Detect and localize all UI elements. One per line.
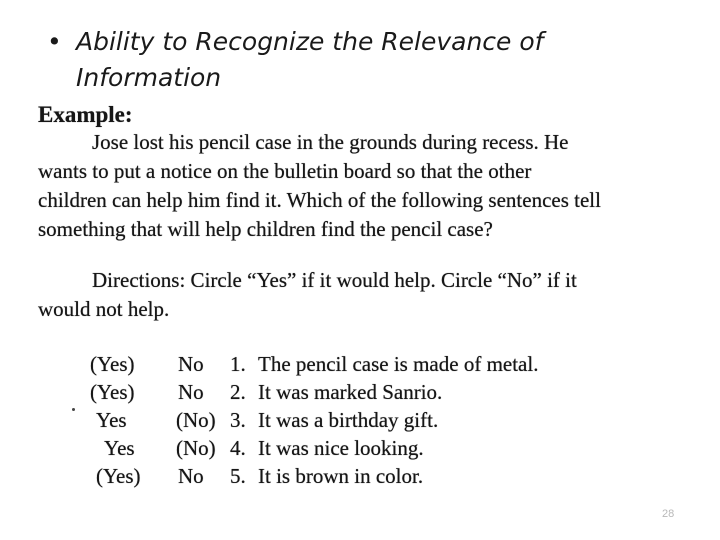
- paragraph-line: Jose lost his pencil case in the grounds during recess. He: [92, 130, 569, 154]
- item-text: It was marked Sanrio.: [258, 380, 443, 404]
- paragraph-line: something that will help children find the pencil case?: [38, 217, 493, 241]
- slide-title-block: [47, 24, 687, 96]
- scan-speck: [72, 408, 75, 411]
- no-choice: (No): [176, 436, 216, 460]
- directions-paragraph: [38, 266, 688, 324]
- yes-choice: Yes: [104, 436, 135, 460]
- item-text: It was nice looking.: [258, 436, 424, 460]
- item-text: It is brown in color.: [258, 464, 424, 488]
- example-paragraph: [38, 128, 688, 244]
- item-text: The pencil case is made of metal.: [258, 352, 539, 376]
- item-number: 3.: [230, 408, 246, 432]
- yes-choice: (Yes): [96, 464, 141, 488]
- yes-choice: (Yes): [90, 352, 135, 376]
- no-choice: No: [178, 464, 204, 488]
- item-text: It was a birthday gift.: [258, 408, 439, 432]
- page-number: 28: [662, 508, 675, 520]
- bullet-point: •: [47, 27, 62, 56]
- item-number: 2.: [230, 380, 246, 404]
- example-heading: Example:: [38, 102, 133, 127]
- paragraph-line: wants to put a notice on the bulletin board so that the other: [38, 159, 532, 183]
- no-choice: No: [178, 380, 204, 404]
- item-number: 5.: [230, 464, 246, 488]
- no-choice: No: [178, 352, 204, 376]
- yes-choice: Yes: [96, 408, 127, 432]
- paragraph-line: children can help him find it. Which of the following sentences tell: [38, 188, 601, 212]
- no-choice: (No): [176, 408, 216, 432]
- directions-line: would not help.: [38, 297, 170, 321]
- slide-title: Ability to Recognize the Relevance of Information: [76, 27, 544, 92]
- yes-choice: (Yes): [90, 380, 135, 404]
- item-number: 1.: [230, 352, 246, 376]
- item-number: 4.: [230, 436, 246, 460]
- directions-line: Directions: Circle “Yes” if it would help. Circle “No” if it: [92, 268, 577, 292]
